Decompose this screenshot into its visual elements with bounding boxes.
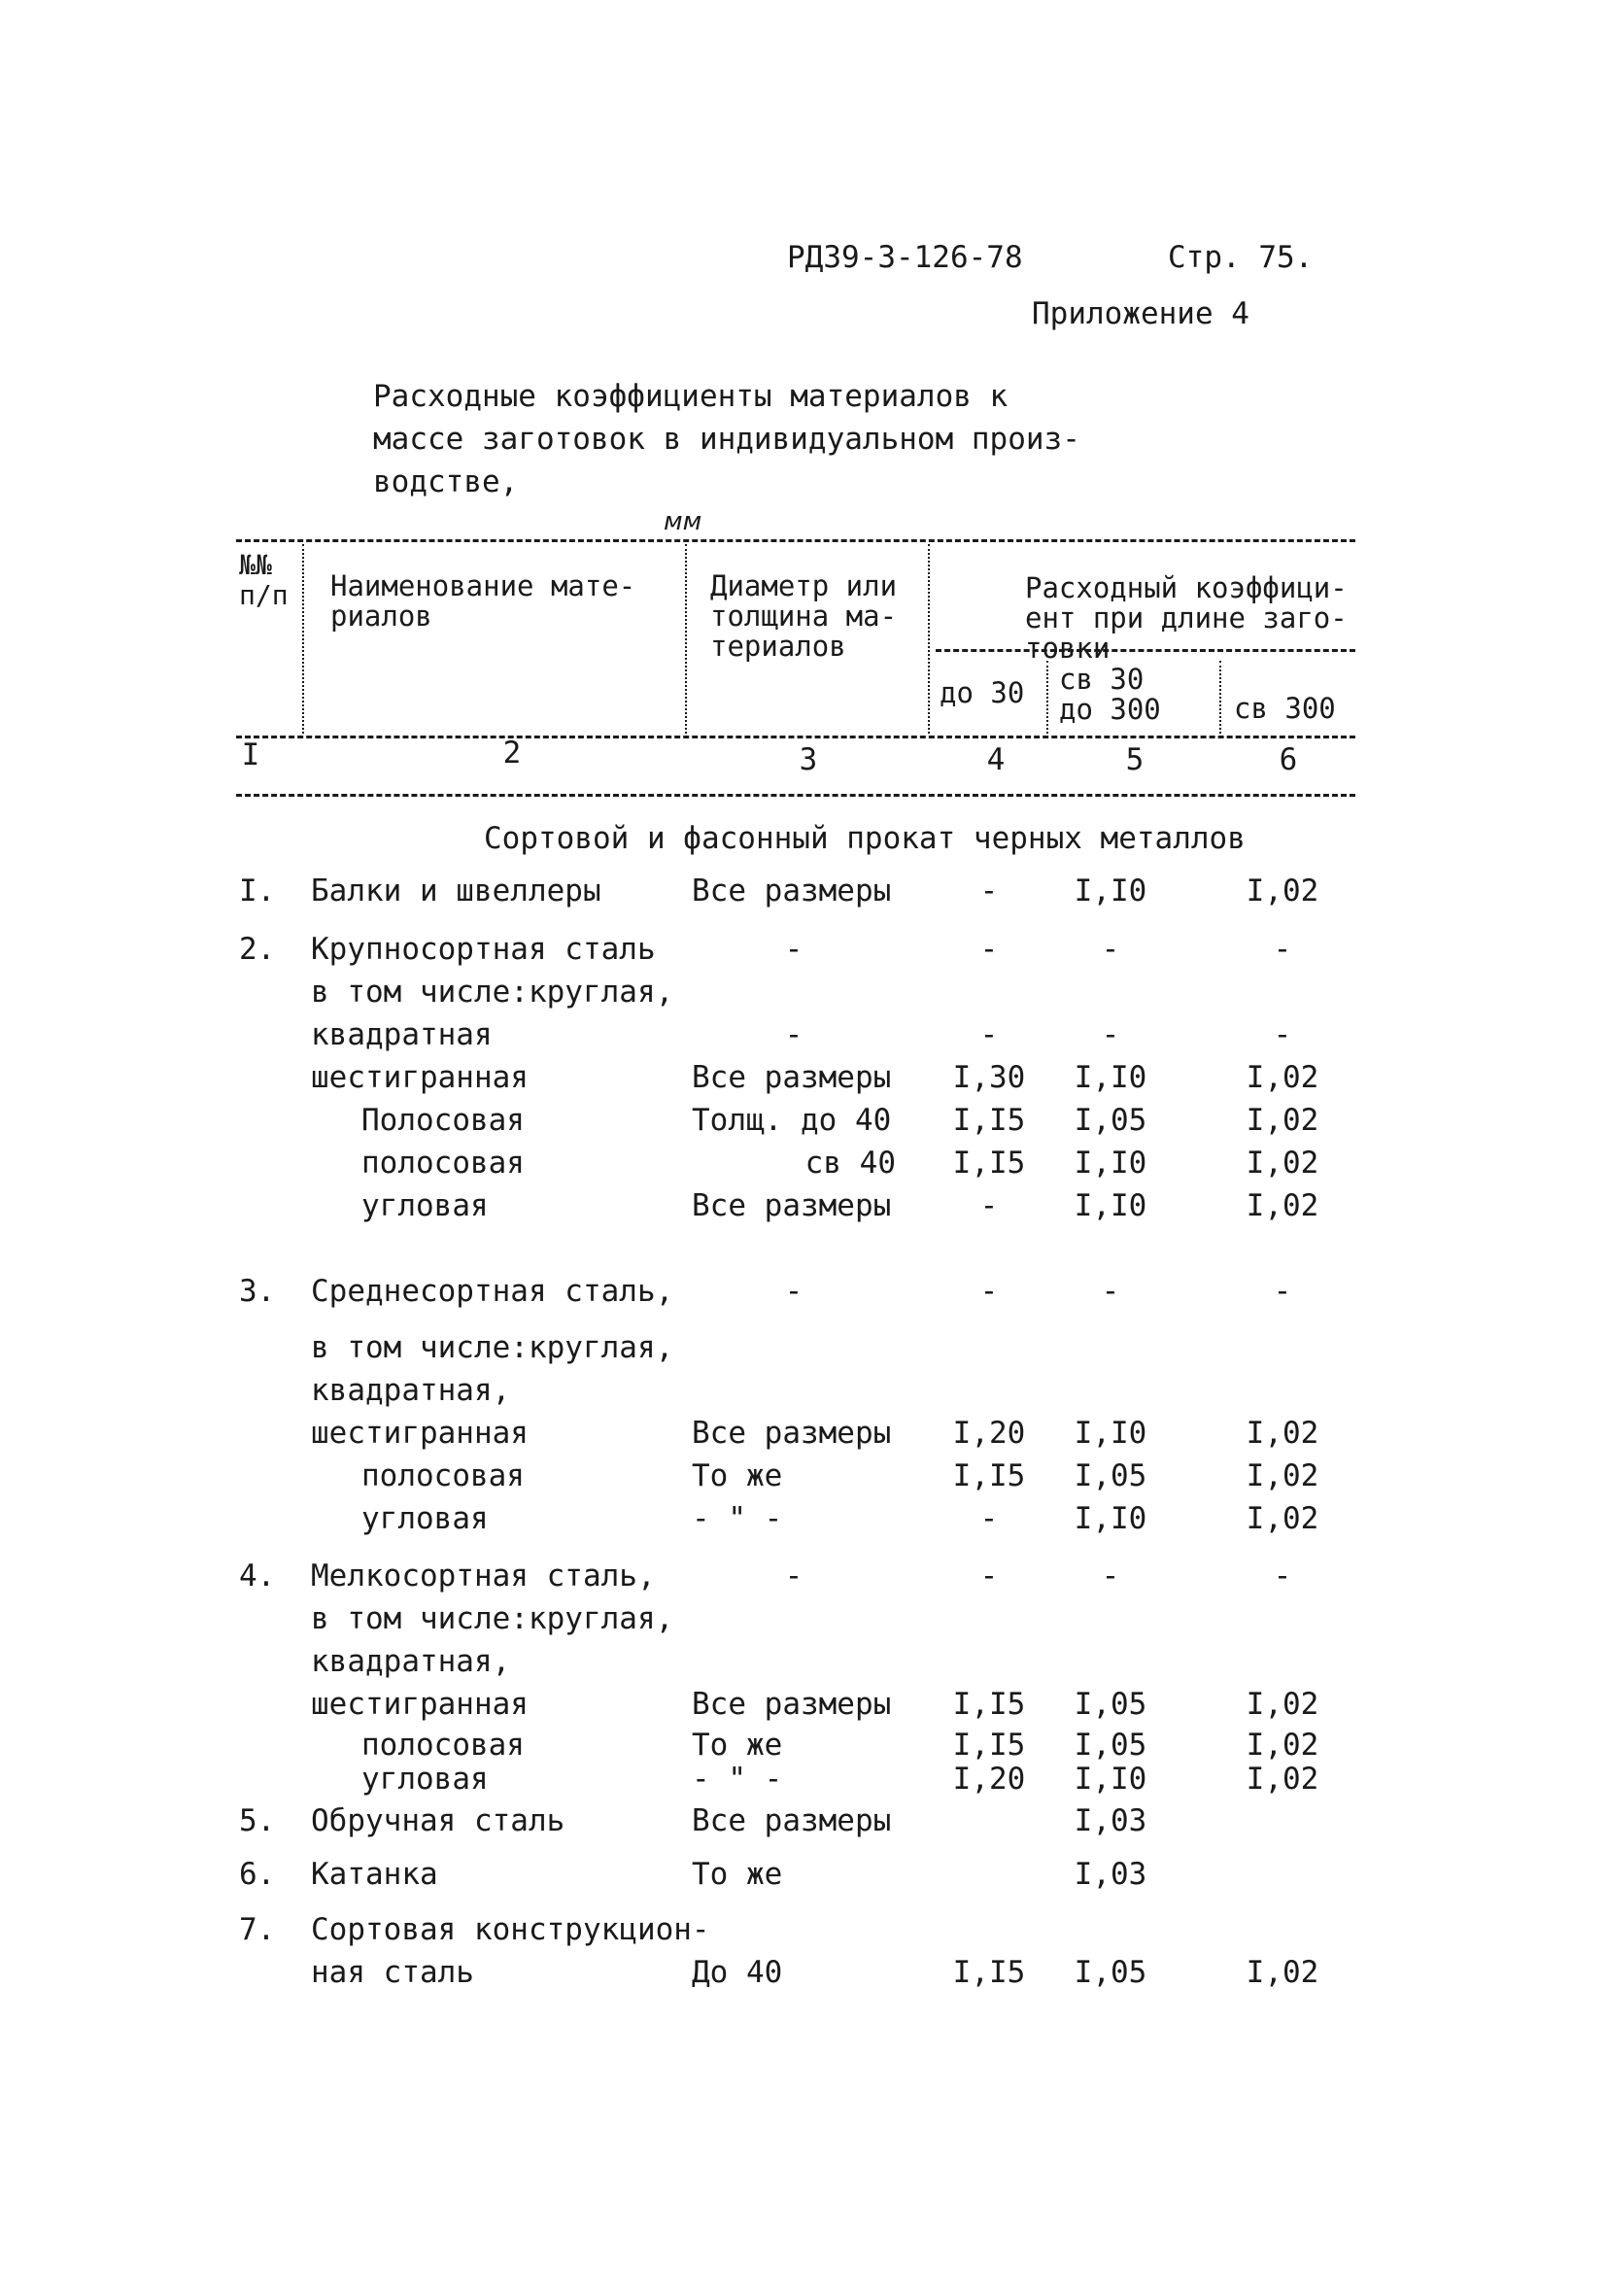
- column-numbers-rule: [236, 794, 1355, 797]
- title-line-1: Расходные коэффициенты материалов к: [373, 379, 1009, 414]
- colnum-5: 5: [1125, 742, 1145, 777]
- coef-30-to-300: I,05: [1074, 1458, 1147, 1493]
- coef-over-300: I,02: [1246, 1146, 1319, 1181]
- coef-up-to-30: I,I5: [952, 1146, 1026, 1181]
- material-size: То же: [692, 1728, 783, 1763]
- coef-over-300: I,02: [1246, 1188, 1319, 1223]
- coef-30-to-300: I,03: [1074, 1857, 1147, 1892]
- material-size: Все размеры: [692, 1803, 892, 1838]
- coef-30-to-300: I,I0: [1074, 1416, 1147, 1451]
- coef-30-to-300: I,05: [1074, 1103, 1147, 1138]
- separator-3: [928, 544, 930, 734]
- material-name: квадратная,: [311, 1644, 511, 1679]
- material-size: Все размеры: [692, 1060, 892, 1095]
- material-size: То же: [692, 1458, 783, 1493]
- header-col5: св 30 до 300: [1059, 663, 1161, 726]
- material-name: полосовая: [361, 1728, 525, 1763]
- coef-up-to-30: -: [979, 1017, 999, 1052]
- material-size: -: [784, 1017, 804, 1052]
- coef-30-to-300: I,03: [1074, 1803, 1147, 1838]
- material-size: -: [784, 932, 804, 967]
- row-number: 3.: [239, 1274, 276, 1309]
- header-bottom-rule: [236, 736, 1355, 738]
- coef-up-to-30: I,I5: [952, 1103, 1026, 1138]
- header-group: Расходный коэффици- ент при длине заго- товки: [1025, 571, 1348, 665]
- coef-over-300: I,02: [1246, 1416, 1319, 1451]
- title-line-3: водстве,: [373, 464, 519, 499]
- colnum-2: 2: [502, 736, 522, 771]
- unit-note: мм: [664, 507, 702, 536]
- section-title: Сортовой и фасонный прокат черных металлов: [484, 821, 1246, 856]
- material-name: Среднесортная сталь,: [311, 1274, 674, 1309]
- coef-30-to-300: I,I0: [1074, 1146, 1147, 1181]
- coef-over-300: I,02: [1246, 1728, 1319, 1763]
- coef-up-to-30: I,30: [952, 1060, 1026, 1095]
- header-col6: св 300: [1234, 692, 1336, 725]
- row-number: 4.: [239, 1559, 276, 1593]
- coef-30-to-300: I,I0: [1074, 1762, 1147, 1797]
- material-size: -: [784, 1274, 804, 1309]
- material-name: Обручная сталь: [311, 1803, 565, 1838]
- material-name: шестигранная: [311, 1060, 529, 1095]
- coef-30-to-300: I,05: [1074, 1687, 1147, 1722]
- coef-up-to-30: -: [979, 1501, 999, 1536]
- material-name: ная сталь: [311, 1955, 474, 1990]
- coef-over-300: I,02: [1246, 1687, 1319, 1722]
- material-size: Все размеры: [692, 874, 892, 908]
- separator-1: [302, 544, 304, 734]
- material-name: в том числе:круглая,: [311, 1330, 674, 1365]
- coef-over-300: I,02: [1246, 1060, 1319, 1095]
- coef-over-300: -: [1273, 1559, 1292, 1593]
- material-size: То же: [692, 1857, 783, 1892]
- coef-30-to-300: I,I0: [1074, 1188, 1147, 1223]
- material-name: полосовая: [361, 1146, 525, 1181]
- material-name: Балки и швеллеры: [311, 874, 601, 908]
- coef-over-300: I,02: [1246, 874, 1319, 908]
- page-number: Стр. 75.: [1168, 240, 1314, 275]
- coef-over-300: I,02: [1246, 1458, 1319, 1493]
- material-size: - " -: [692, 1762, 783, 1797]
- material-name: квадратная: [311, 1017, 493, 1052]
- colnum-1: I: [241, 737, 260, 772]
- material-size: Все размеры: [692, 1416, 892, 1451]
- header-col4: до 30: [940, 676, 1025, 709]
- coef-up-to-30: -: [979, 932, 999, 967]
- coef-up-to-30: I,I5: [952, 1687, 1026, 1722]
- coef-over-300: I,02: [1246, 1955, 1319, 1990]
- material-name: Катанка: [311, 1857, 438, 1892]
- coef-up-to-30: I,20: [952, 1416, 1026, 1451]
- material-size: -: [784, 1559, 804, 1593]
- material-name: квадратная,: [311, 1373, 511, 1408]
- coef-30-to-300: I,05: [1074, 1728, 1147, 1763]
- material-size: св 40: [804, 1146, 896, 1181]
- header-col3: Диаметр или толщина ма- териалов: [710, 569, 898, 663]
- document-code: РД39-3-126-78: [787, 240, 1023, 275]
- material-name: Полосовая: [361, 1103, 525, 1138]
- material-name: Крупносортная сталь: [311, 932, 656, 967]
- material-name: шестигранная: [311, 1687, 529, 1722]
- header-col2: Наименование мате- риалов: [330, 569, 636, 633]
- coef-30-to-300: -: [1101, 1559, 1120, 1593]
- row-number: 7.: [239, 1912, 276, 1947]
- material-size: Толщ. до 40: [692, 1103, 892, 1138]
- coef-30-to-300: I,I0: [1074, 1501, 1147, 1536]
- row-number: 5.: [239, 1803, 276, 1838]
- coef-up-to-30: -: [979, 1188, 999, 1223]
- material-size: - " -: [692, 1501, 783, 1536]
- separator-5: [1219, 661, 1221, 734]
- material-name: угловая: [361, 1501, 489, 1536]
- material-size: Все размеры: [692, 1687, 892, 1722]
- colnum-6: 6: [1279, 742, 1298, 777]
- coef-up-to-30: -: [979, 1274, 999, 1309]
- coef-up-to-30: -: [979, 874, 999, 908]
- material-name: Мелкосортная сталь,: [311, 1559, 656, 1593]
- material-name: шестигранная: [311, 1416, 529, 1451]
- material-name: полосовая: [361, 1458, 525, 1493]
- title-line-2: массе заготовок в индивидуальном произ-: [373, 422, 1080, 457]
- material-name: угловая: [361, 1762, 489, 1797]
- coef-30-to-300: -: [1101, 1017, 1120, 1052]
- coef-up-to-30: I,I5: [952, 1955, 1026, 1990]
- row-number: 6.: [239, 1857, 276, 1892]
- coef-30-to-300: I,05: [1074, 1955, 1147, 1990]
- coef-up-to-30: I,I5: [952, 1458, 1026, 1493]
- coef-up-to-30: -: [979, 1559, 999, 1593]
- material-size: До 40: [692, 1955, 783, 1990]
- separator-4: [1046, 661, 1048, 734]
- material-name: Сортовая конструкцион-: [311, 1912, 710, 1947]
- material-name: в том числе:круглая,: [311, 975, 674, 1010]
- coef-over-300: -: [1273, 1017, 1292, 1052]
- coef-30-to-300: I,I0: [1074, 874, 1147, 908]
- header-col1: №№ п/п: [239, 549, 289, 611]
- colnum-3: 3: [799, 742, 818, 777]
- coef-over-300: -: [1273, 1274, 1292, 1309]
- coef-30-to-300: -: [1101, 932, 1120, 967]
- coef-over-300: I,02: [1246, 1501, 1319, 1536]
- coef-over-300: I,02: [1246, 1762, 1319, 1797]
- coef-30-to-300: I,I0: [1074, 1060, 1147, 1095]
- appendix-label: Приложение 4: [1032, 296, 1249, 331]
- coef-up-to-30: I,I5: [952, 1728, 1026, 1763]
- row-number: 2.: [239, 932, 276, 967]
- coef-up-to-30: I,20: [952, 1762, 1026, 1797]
- header-top-rule: [236, 539, 1355, 542]
- material-size: Все размеры: [692, 1188, 892, 1223]
- material-name: в том числе:круглая,: [311, 1601, 674, 1636]
- separator-2: [685, 544, 687, 734]
- coef-over-300: -: [1273, 932, 1292, 967]
- row-number: I.: [239, 874, 276, 908]
- colnum-4: 4: [986, 742, 1006, 777]
- coef-over-300: I,02: [1246, 1103, 1319, 1138]
- material-name: угловая: [361, 1188, 489, 1223]
- coef-30-to-300: -: [1101, 1274, 1120, 1309]
